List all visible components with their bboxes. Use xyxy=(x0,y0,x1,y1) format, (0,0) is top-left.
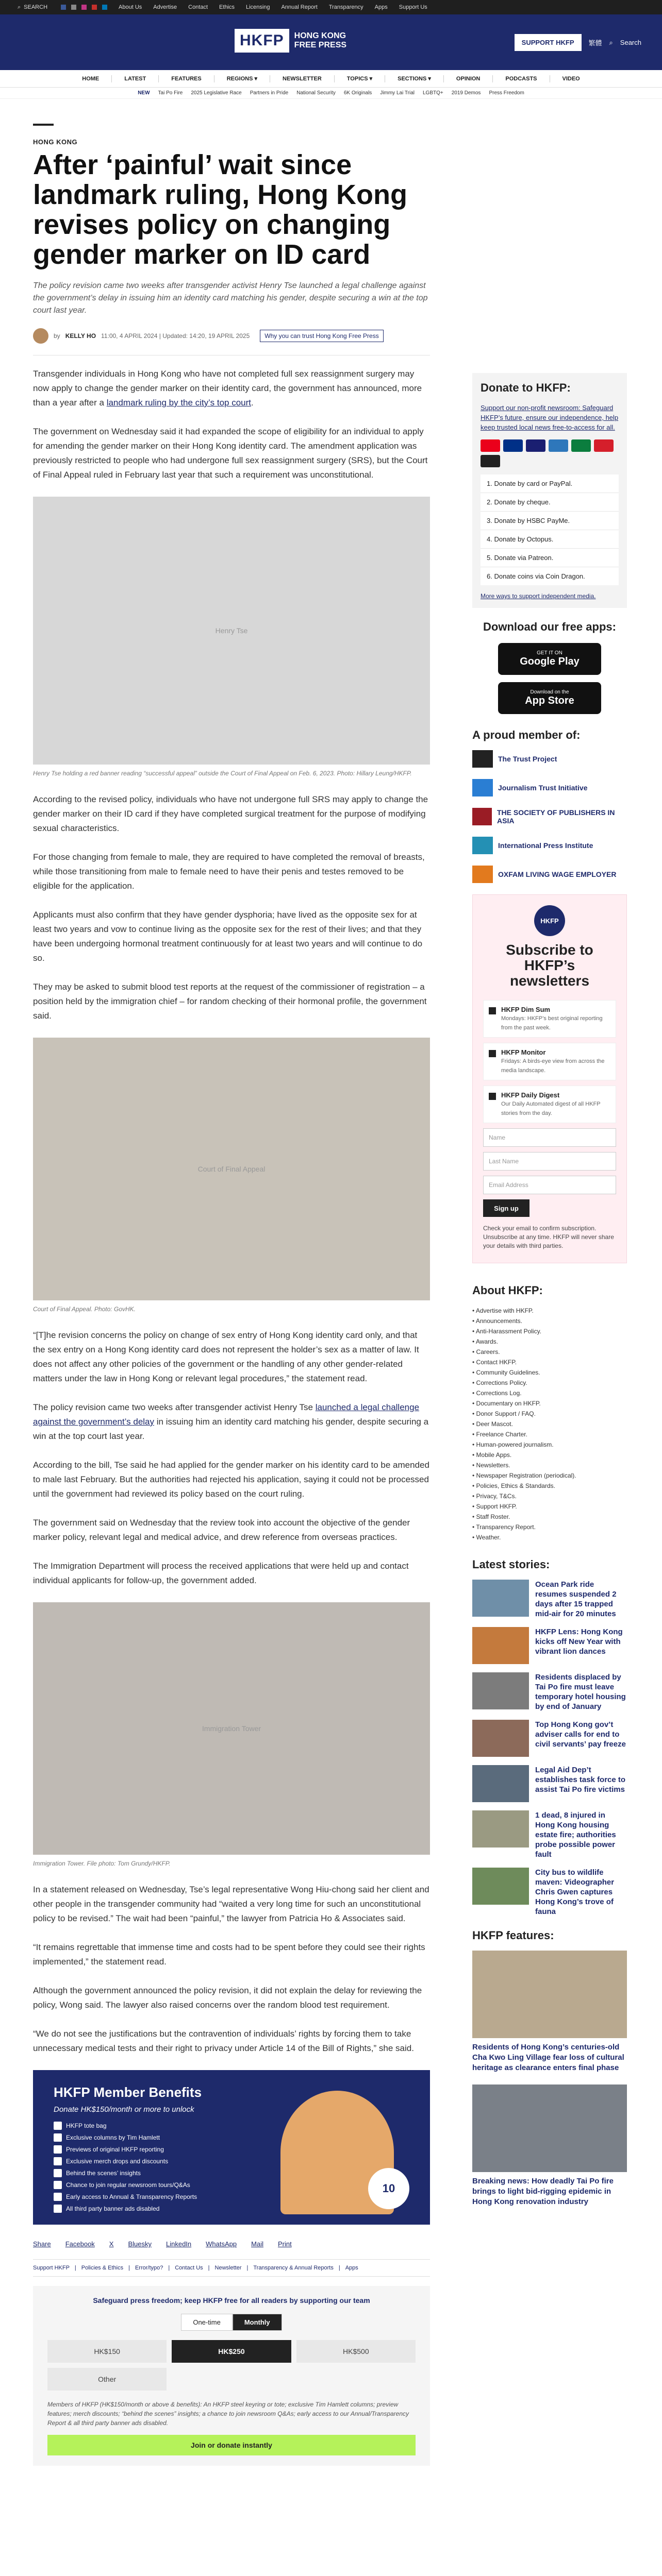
trending-link[interactable]: Jimmy Lai Trial xyxy=(380,90,415,96)
benefit-icon xyxy=(54,2157,62,2165)
kicker-rule xyxy=(33,124,54,126)
topbar-link-transparency[interactable]: Transparency xyxy=(328,4,363,10)
trending-link[interactable]: 2025 Legislative Race xyxy=(191,90,242,96)
amount-options xyxy=(47,2340,416,2391)
story-thumbnail xyxy=(472,1810,529,1848)
article-photo xyxy=(33,497,430,765)
about-link[interactable]: • Newspaper Registration (periodical). xyxy=(472,1470,627,1481)
sopa-logo[interactable]: THE SOCIETY OF PUBLISHERS IN ASIA xyxy=(472,808,627,825)
donate-option[interactable]: 6. Donate coins via Coin Dragon. xyxy=(481,567,619,585)
frequency-toggle xyxy=(47,2314,416,2331)
article-body xyxy=(33,367,430,2056)
logo-line-1: HONG KONG xyxy=(294,31,346,40)
donate-option[interactable]: 5. Donate via Patreon. xyxy=(481,548,619,567)
trending-link[interactable]: Partners in Pride xyxy=(250,90,289,96)
photo-caption: Henry Tse holding a red banner reading “successful appeal” outside the Court of Final Appeal on Feb. 6, 2023. Photo: Hillary Leung/HKFP. xyxy=(33,770,412,777)
member-of-title: A proud member of: xyxy=(472,728,581,741)
anniversary-badge: 10 xyxy=(368,2168,409,2209)
feature-image xyxy=(472,1951,627,2038)
benefit-item: Chance to join regular newsroom tours/Q&As xyxy=(54,2181,197,2189)
member-banner-subtitle: Donate HK$150/month or more to unlock xyxy=(54,2105,194,2114)
topbar-link-ethics[interactable]: Ethics xyxy=(219,4,235,10)
nav-regions[interactable]: REGIONS ▾ xyxy=(226,76,257,82)
site-logo[interactable] xyxy=(235,29,346,53)
youtube-icon[interactable] xyxy=(92,5,97,10)
app-store-badge[interactable]: Download on the App Store xyxy=(498,682,601,714)
nav-topics[interactable]: TOPICS ▾ xyxy=(346,76,373,82)
logo-line-2: FREE PRESS xyxy=(294,41,347,49)
inline-link[interactable]: launched a legal challenge against the government’s delay xyxy=(33,1402,420,1427)
social-icons xyxy=(61,5,107,10)
about-link[interactable]: • Awards. xyxy=(472,1336,627,1347)
about-link[interactable]: • Privacy, T&Cs. xyxy=(472,1491,627,1501)
donate-option[interactable]: 4. Donate by Octopus. xyxy=(481,530,619,548)
donation-heading: Safeguard press freedom; keep HKFP free for all readers by supporting our team xyxy=(93,2296,370,2304)
nav-latest[interactable]: LATEST xyxy=(124,75,146,82)
oxfam-logo[interactable]: OXFAM LIVING WAGE EMPLOYER xyxy=(472,866,627,883)
apple-pay-icon xyxy=(481,455,500,467)
about-link[interactable]: • Deer Mascot. xyxy=(472,1419,627,1429)
about-link[interactable]: • Transparency Report. xyxy=(472,1522,627,1532)
email-input[interactable]: Email Address xyxy=(483,1176,616,1194)
footer-link[interactable]: Contact Us xyxy=(175,2265,203,2271)
sopa-icon xyxy=(472,808,492,825)
about-link[interactable]: • Advertise with HKFP. xyxy=(472,1306,627,1316)
masthead xyxy=(0,14,662,70)
about-link[interactable]: • Contact HKFP. xyxy=(472,1357,627,1367)
about-link[interactable]: • Human-powered journalism. xyxy=(472,1439,627,1450)
footer-link[interactable]: Newsletter xyxy=(214,2265,242,2271)
benefit-icon xyxy=(54,2122,62,2130)
latest-story[interactable]: City bus to wildlife maven: Videographer Chris Gwen captures Hong Kong’s trove of fauna xyxy=(472,1868,627,1917)
about-link[interactable]: • Policies, Ethics & Standards. xyxy=(472,1481,627,1491)
paragraph: Applicants must also confirm that they have gender dysphoria; have lived as the opposite sex for at least two years and vow to continue living as the opposite sex for the rest of their lives; and that they have been undergoing hormonal treatment continuously for at least two years and will continue to do so. xyxy=(33,910,423,963)
amount-option[interactable]: HK$250 xyxy=(172,2340,291,2363)
benefit-item: Exclusive columns by Tim Hamlett xyxy=(54,2133,197,2142)
photo-placeholder: Court of Final Appeal xyxy=(197,1165,266,1173)
trending-link[interactable]: Tai Po Fire xyxy=(158,90,183,96)
topbar-link-support[interactable]: Support Us xyxy=(399,4,427,10)
mastercard-icon xyxy=(481,439,500,452)
checkbox-checked[interactable] xyxy=(489,1050,496,1057)
linkedin-icon[interactable] xyxy=(102,5,107,10)
new-badge: NEW xyxy=(138,90,150,96)
about-link[interactable]: • Announcements. xyxy=(472,1316,627,1326)
about-link[interactable]: • Newsletters. xyxy=(472,1460,627,1470)
footer-link[interactable]: Transparency & Annual Reports xyxy=(253,2265,334,2271)
latest-story[interactable]: HKFP Lens: Hong Kong kicks off New Year with vibrant lion dances xyxy=(472,1627,627,1664)
member-banner-title: HKFP Member Benefits xyxy=(54,2084,202,2100)
ipi-icon xyxy=(472,837,493,854)
footer-link[interactable]: Apps xyxy=(345,2265,358,2271)
trending-link[interactable]: 6K Originals xyxy=(343,90,372,96)
checkbox-checked[interactable] xyxy=(489,1007,496,1014)
benefit-list xyxy=(54,2122,197,2216)
benefit-icon xyxy=(54,2169,62,2177)
paragraph: According to the bill, Tse said he had applied for the gender marker on his identity card to be amended to male last February. But the authorities had rejected his application, saying it could not be processed until the government had reviewed its policy based on the court ruling. xyxy=(33,1460,429,1499)
jcb-icon xyxy=(571,439,591,452)
jti-icon xyxy=(472,779,493,796)
trust-project-logo[interactable]: The Trust Project xyxy=(472,750,627,768)
benefit-item: Exclusive merch drops and discounts xyxy=(54,2157,197,2165)
share-label[interactable]: Share xyxy=(33,2240,51,2248)
story-thumbnail xyxy=(472,1765,529,1802)
photo-placeholder: Henry Tse xyxy=(215,626,248,635)
share-whatsapp[interactable]: WhatsApp xyxy=(206,2240,237,2248)
benefit-item: All third party banner ads disabled xyxy=(54,2205,197,2213)
x-icon[interactable] xyxy=(71,5,76,10)
latest-story[interactable]: Ocean Park ride resumes suspended 2 days after 15 trapped mid-air for 20 minutes xyxy=(472,1580,627,1619)
story-thumbnail xyxy=(472,1580,529,1617)
nav-home[interactable]: HOME xyxy=(82,75,100,82)
nav-newsletter[interactable]: NEWSLETTER xyxy=(283,75,322,82)
sidebar xyxy=(472,373,627,2218)
donate-option[interactable]: 3. Donate by HSBC PayMe. xyxy=(481,511,619,530)
trending-nav xyxy=(0,88,662,99)
paypal-icon xyxy=(503,439,523,452)
newsletter-signup xyxy=(472,894,627,1263)
article xyxy=(33,124,430,2486)
sign-up-button[interactable]: Sign up xyxy=(483,1199,529,1217)
paragraph: Transgender individuals in Hong Kong who have not completed full sex reassignment surgery may now apply to change the gender marker on their identity card, the government has announced, more than a year after a landmark ruling by the city’s top court. xyxy=(33,369,422,408)
about-link[interactable]: • Mobile Apps. xyxy=(472,1450,627,1460)
paragraph: In a statement released on Wednesday, Tse’s legal representative Wong Hiu-chong said her client and other people in the transgender community had “waited a very long time for such an unconstitutional policy to be revised.” The wait had been “painful,” the lawyer from Patricia Ho & Associates said. xyxy=(33,1885,429,1923)
search-link[interactable]: ⌕ SEARCH xyxy=(18,4,48,10)
benefit-icon xyxy=(54,2193,62,2201)
about-link[interactable]: • Corrections Policy. xyxy=(472,1378,627,1388)
unionpay-icon xyxy=(594,439,614,452)
topbar-link-advertise[interactable]: Advertise xyxy=(153,4,177,10)
article-kicker[interactable]: HONG KONG xyxy=(33,138,78,146)
ipi-logo[interactable]: International Press Institute xyxy=(472,837,627,854)
instagram-icon[interactable] xyxy=(81,5,87,10)
benefit-item: HKFP tote bag xyxy=(54,2122,197,2130)
trending-link[interactable]: LGBTQ+ xyxy=(422,90,443,96)
share-linkedin[interactable]: LinkedIn xyxy=(166,2240,192,2248)
trending-link[interactable]: National Security xyxy=(296,90,336,96)
benefit-icon xyxy=(54,2133,62,2142)
share-facebook[interactable]: Facebook xyxy=(65,2240,95,2248)
donate-sidebar xyxy=(472,373,627,608)
share-x[interactable]: X xyxy=(109,2240,114,2248)
top-utility-bar xyxy=(0,0,662,14)
byline-prefix: by xyxy=(54,332,60,340)
inline-link[interactable]: landmark ruling by the city’s top court xyxy=(106,398,252,408)
paragraph: The Immigration Department will process the received applications that were held up and contact individual applicants for follow-up, the government added. xyxy=(33,1561,409,1585)
about-link[interactable]: • Staff Roster. xyxy=(472,1512,627,1522)
about-list xyxy=(472,1306,627,1543)
byline xyxy=(33,328,430,344)
newsletter-disclaimer: Check your email to confirm subscription. Unsubscribe at any time. HKFP will never share your details with third parties. xyxy=(483,1225,614,1249)
author-avatar xyxy=(33,328,48,344)
article-photo xyxy=(33,1038,430,1300)
author-name[interactable]: KELLY HO xyxy=(65,332,96,340)
benefit-item: Behind the scenes’ insights xyxy=(54,2169,197,2177)
about-link[interactable]: • Donor Support / FAQ. xyxy=(472,1409,627,1419)
visa-icon xyxy=(526,439,545,452)
benefit-icon xyxy=(54,2205,62,2213)
footer-link-row: Support HKFP | Policies & Ethics | Error/typo? | Contact Us | Newsletter | Transparency & Annual Reports | Apps xyxy=(33,2259,430,2277)
google-play-badge[interactable]: GET IT ON Google Play xyxy=(498,643,601,675)
topbar-link-annual-report[interactable]: Annual Report xyxy=(281,4,318,10)
topbar-link-contact[interactable]: Contact xyxy=(188,4,208,10)
about-link[interactable]: • Documentary on HKFP. xyxy=(472,1398,627,1409)
benefit-item: Previews of original HKFP reporting xyxy=(54,2145,197,2154)
trending-link[interactable]: 2019 Demos xyxy=(451,90,481,96)
donation-note: Members of HKFP (HK$150/month or above & benefits): An HKFP steel keyring or tote; exclusive Tim Hamlett columns; preview features; merch discounts; “behind the scenes” insights; a chance to join newsroom Q&As; early access to our Annual/Transparency Report & all third party banner ads disabled. xyxy=(47,2401,409,2427)
latest-story[interactable]: Legal Aid Dep’t establishes task force to assist Tai Po fire victims xyxy=(472,1765,627,1802)
latest-title: Latest stories: xyxy=(472,1558,550,1571)
newsletter-title: Subscribe to HKFP’s newsletters xyxy=(506,942,593,989)
facebook-icon[interactable] xyxy=(61,5,66,10)
paragraph: Although the government announced the policy revision, it did not explain the delay for reviewing the policy, Wong said. The lawyer also raised concerns over the random blood test requirement. xyxy=(33,1986,422,2010)
footer-link[interactable]: Error/typo? xyxy=(135,2265,163,2271)
paragraph: According to the revised policy, individuals who have not undergone full SRS may apply to change the gender marker on their ID card if they have completed surgical treatment for the purpose of modifying sexual characteristics. xyxy=(33,794,428,833)
feature-image xyxy=(472,2084,627,2172)
benefit-icon xyxy=(54,2181,62,2189)
nav-sections[interactable]: SECTIONS ▾ xyxy=(398,76,431,82)
about-title: About HKFP: xyxy=(472,1284,543,1297)
photo-caption: Immigration Tower. File photo: Tom Grundy/HKFP. xyxy=(33,1860,171,1867)
trust-project-icon xyxy=(472,750,493,768)
topbar-link-licensing[interactable]: Licensing xyxy=(246,4,270,10)
paragraph: “It remains regrettable that immense time and costs had to be spent before they could see their rights implemented,” the statement read. xyxy=(33,1942,425,1967)
join-donate-button[interactable]: Join or donate instantly xyxy=(47,2435,416,2455)
donate-intro-link[interactable]: Support our non-profit newsroom: Safeguard HKFP’s future, ensure our independence, help keep trusted local news free-to-access for all. xyxy=(481,404,619,431)
story-thumbnail xyxy=(472,1720,529,1757)
support-hkfp-button[interactable]: SUPPORT HKFP xyxy=(515,34,582,51)
feature-story[interactable]: Breaking news: How deadly Tai Po fire brings to light bid-rigging epidemic in Hong Kong renovation industry xyxy=(472,2084,627,2207)
footer-link[interactable]: Policies & Ethics xyxy=(81,2265,124,2271)
story-thumbnail xyxy=(472,1627,529,1664)
oxfam-icon xyxy=(472,866,493,883)
about-link[interactable]: • Weather. xyxy=(472,1532,627,1543)
apps-title: Download our free apps: xyxy=(483,620,616,633)
amex-icon xyxy=(549,439,568,452)
paragraph: For those changing from female to male, they are required to have completed the removal of breasts, while those transitioning from male to female need to have their penis and testes removed to be eligible for the application. xyxy=(33,852,425,891)
article-standfirst: The policy revision came two weeks after transgender activist Henry Tse launched a legal challenge against the government’s delay in issuing him an identity card matching his gender, despite securing a win at the top court last year. xyxy=(33,281,428,315)
amount-option-other[interactable]: Other xyxy=(47,2368,167,2391)
photo-caption: Court of Final Appeal. Photo: GovHK. xyxy=(33,1306,136,1313)
member-benefits-banner[interactable] xyxy=(33,2070,430,2225)
newsletter-option[interactable]: HKFP Daily Digest Our Daily Automated digest of all HKFP stories from the day. xyxy=(483,1086,616,1123)
benefit-item: Early access to Annual & Transparency Reports xyxy=(54,2193,197,2201)
main-nav xyxy=(0,70,662,88)
story-thumbnail xyxy=(472,1868,529,1905)
about-link[interactable]: • Community Guidelines. xyxy=(472,1367,627,1378)
more-ways-link[interactable]: More ways to support independent media. xyxy=(481,592,596,600)
payment-logos xyxy=(481,439,619,467)
latest-story[interactable]: 1 dead, 8 injured in Hong Kong housing estate fire; authorities probe possible power fault xyxy=(472,1810,627,1859)
share-bar xyxy=(33,2240,430,2248)
share-print[interactable]: Print xyxy=(277,2240,292,2248)
trust-link[interactable]: Why you can trust Hong Kong Free Press xyxy=(260,330,383,342)
about-link[interactable]: • Careers. xyxy=(472,1347,627,1357)
article-photo xyxy=(33,1602,430,1855)
share-bluesky[interactable]: Bluesky xyxy=(128,2240,152,2248)
about-link[interactable]: • Freelance Charter. xyxy=(472,1429,627,1439)
story-thumbnail xyxy=(472,1672,529,1709)
article-title: After ‘painful’ wait since landmark ruling, Hong Kong revises policy on changing gender marker on ID card xyxy=(33,149,407,270)
paragraph: The government on Wednesday said it had expanded the scope of eligibility for an individual to apply for amending the gender marker on their Hong Kong identity card. The amendment application was previously restricted to people who had undergone full sex reassignment surgery (SRS), but the Court of Final Appeal ruled in February last year that such a requirement was unconstitutional. xyxy=(33,427,428,480)
paragraph: They may be asked to submit blood test reports at the request of the commissioner of registration – a position held by the immigration chief – for random checking of their hormonal profile, the government said. xyxy=(33,982,427,1021)
newsletter-option[interactable]: HKFP Dim Sum Mondays: HKFP’s best original reporting from the past week. xyxy=(483,1000,616,1038)
topbar-link-apps[interactable]: Apps xyxy=(374,4,388,10)
latest-story[interactable]: Top Hong Kong gov’t adviser calls for end to civil servants’ pay freeze xyxy=(472,1720,627,1757)
nav-podcasts[interactable]: PODCASTS xyxy=(505,75,537,82)
about-link[interactable]: • Anti-Harassment Policy. xyxy=(472,1326,627,1336)
paragraph: The government said on Wednesday that the review took into account the objective of the gender marker policy, relevant legal and medical advice, and drew reference from overseas practices. xyxy=(33,1518,410,1542)
topbar-link-about[interactable]: About Us xyxy=(119,4,142,10)
paragraph: The policy revision came two weeks after transgender activist Henry Tse launched a legal challenge against the government’s delay in issuing him an identity card matching his gender, despite securing a win at the top court last year. xyxy=(33,1402,429,1441)
share-mail[interactable]: Mail xyxy=(251,2240,263,2248)
paragraph: “We do not see the justifications but the contravention of individuals’ rights by forcing them to take unnecessary medical tests and their right to privacy under Article 14 of the Bill of Rights,” she said. xyxy=(33,2029,414,2053)
paragraph: “[T]he revision concerns the policy on change of sex entry of Hong Kong identity card only, and that the sex entry on a Hong Kong identity card does not represent the holder’s sex as a matter of law. It does not affect any other policies of the government or the handling of any other gender-related matters under the law in Hong Kong or relevant legal procedures,” the statement read. xyxy=(33,1330,419,1383)
last-name-input[interactable]: Last Name xyxy=(483,1152,616,1171)
donate-option[interactable]: 2. Donate by cheque. xyxy=(481,493,619,511)
features-title: HKFP features: xyxy=(472,1929,554,1942)
search-icon[interactable]: ⌕ xyxy=(609,38,613,46)
first-name-input[interactable]: Name xyxy=(483,1128,616,1147)
latest-story[interactable]: Residents displaced by Tai Po fire must leave temporary hotel housing by end of January xyxy=(472,1672,627,1711)
nav-opinion[interactable]: OPINION xyxy=(456,75,481,82)
frequency-one-time[interactable]: One-time xyxy=(181,2314,232,2331)
donation-widget xyxy=(33,2286,430,2466)
footer-link[interactable]: Support HKFP xyxy=(33,2265,70,2271)
language-switch[interactable]: 繁體 xyxy=(588,39,602,47)
donate-title: Donate to HKFP: xyxy=(481,381,571,394)
article-dates: 11:00, 4 APRIL 2024 | Updated: 14:20, 19 APRIL 2025 xyxy=(101,332,250,340)
search-icon: ⌕ xyxy=(18,4,21,10)
amount-option[interactable]: HK$500 xyxy=(296,2340,416,2363)
about-link[interactable]: • Support HKFP. xyxy=(472,1501,627,1512)
logo-mark: HKFP xyxy=(235,29,289,53)
nav-video[interactable]: VIDEO xyxy=(562,75,580,82)
photo-placeholder: Immigration Tower xyxy=(202,1724,261,1733)
donate-option[interactable]: 1. Donate by card or PayPal. xyxy=(481,474,619,493)
amount-option[interactable]: HK$150 xyxy=(47,2340,167,2363)
checkbox-checked[interactable] xyxy=(489,1093,496,1100)
newsletter-option[interactable]: HKFP Monitor Fridays: A birds-eye view from across the media landscape. xyxy=(483,1043,616,1080)
feature-story[interactable]: Residents of Hong Kong’s centuries-old Cha Kwo Ling Village fear loss of cultural heritage as clearance enters final phase xyxy=(472,1951,627,2073)
trending-link[interactable]: Press Freedom xyxy=(489,90,524,96)
masthead-search-link[interactable]: Search xyxy=(620,39,641,46)
jti-logo[interactable]: Journalism Trust Initiative xyxy=(472,779,627,796)
hkfp-round-logo: HKFP xyxy=(534,905,565,936)
nav-features[interactable]: FEATURES xyxy=(171,75,202,82)
benefit-icon xyxy=(54,2145,62,2154)
about-link[interactable]: • Corrections Log. xyxy=(472,1388,627,1398)
frequency-monthly[interactable]: Monthly xyxy=(233,2314,282,2331)
